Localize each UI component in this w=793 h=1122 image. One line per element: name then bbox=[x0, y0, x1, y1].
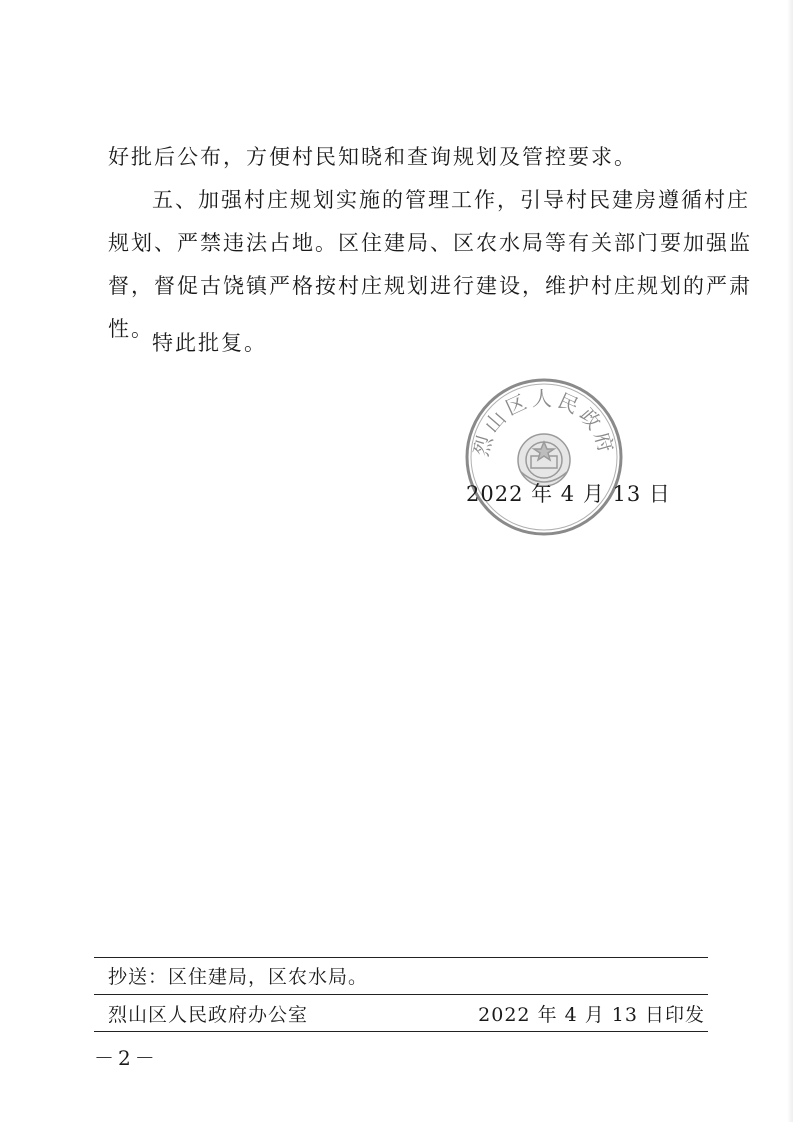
issue-date: 2022 年 4 月 13 日印发 bbox=[478, 1004, 705, 1026]
issuer-name: 烈山区人民政府办公室 bbox=[108, 1004, 309, 1026]
footer-rule-bottom bbox=[94, 1031, 708, 1032]
scan-edge bbox=[787, 0, 793, 1122]
paragraph-line: 规划、严禁违法占地。区住建局、区农水局等有关部门要加强监 bbox=[108, 231, 752, 255]
page-number: －2－ bbox=[94, 1046, 159, 1070]
paragraph-line: 五、加强村庄规划实施的管理工作，引导村民建房遵循村庄 bbox=[152, 188, 750, 212]
seal-text: 烈山区人民政府 bbox=[468, 386, 620, 459]
footer-rule-middle bbox=[94, 994, 708, 995]
paragraph-line: 性。 bbox=[108, 317, 154, 341]
paragraph-line: 好批后公布，方便村民知晓和查询规划及管控要求。 bbox=[108, 145, 637, 169]
closing-paragraph bbox=[108, 322, 693, 365]
signature-date: 2022 年 4 月 13 日 bbox=[466, 482, 671, 506]
official-seal bbox=[463, 376, 625, 538]
paragraph-line: 督，督促古饶镇严格按村庄规划进行建设，维护村庄规划的严肃 bbox=[108, 274, 752, 298]
cc-line: 抄送：区住建局，区农水局。 bbox=[108, 966, 369, 988]
closing-text: 特此批复。 bbox=[152, 331, 267, 355]
footer-rule-top bbox=[94, 957, 708, 958]
paragraph-continuation bbox=[108, 136, 693, 179]
